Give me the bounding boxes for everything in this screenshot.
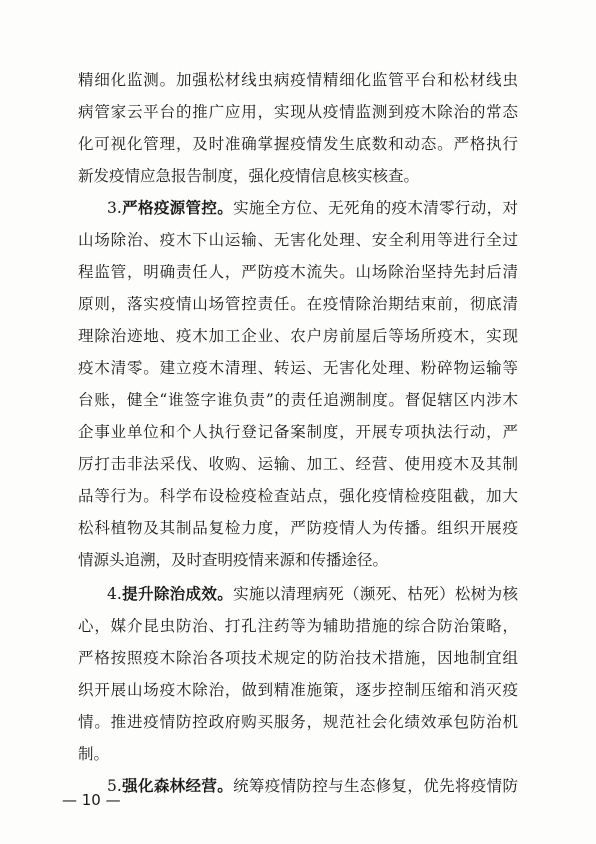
text-line: [78, 518, 518, 538]
text-line: [78, 166, 518, 186]
line-text: 化可视化管理，及时准确掌握疫情发生底数和动态。严格执行: [78, 135, 518, 153]
text-line: [78, 744, 518, 764]
line-text: 病管家云平台的推广应用，实现从疫情监测到疫木除治的常态: [78, 103, 518, 121]
text-line: [78, 358, 518, 378]
text-line: [78, 422, 518, 442]
line-text: 品等行为。科学布设检疫检查站点，强化疫情检疫阻截，加大: [78, 487, 518, 505]
text-line: [78, 486, 518, 506]
text-line: [78, 454, 518, 474]
text-line: [107, 776, 518, 796]
text-line: [78, 262, 518, 282]
text-line: [78, 616, 518, 636]
text-line: [78, 294, 518, 314]
line-text: 心，媒介昆虫防治、打孔注药等为辅助措施的综合防治策略，: [78, 617, 518, 635]
line-text: 理除治迹地、疫木加工企业、农户房前屋后等场所疫木，实现: [78, 327, 518, 345]
text-line: [78, 550, 518, 570]
line-text: 情。推进疫情防控政府购买服务，规范社会化绩效承包防治机: [78, 713, 518, 731]
line-text: 原则，落实疫情山场管控责任。在疫情除治期结束前，彻底清: [78, 295, 518, 313]
text-line: [107, 198, 518, 218]
line-text: 情源头追溯，及时查明疫情来源和传播途径。: [78, 551, 389, 569]
line-text: 制。: [78, 745, 110, 763]
text-line: [107, 584, 518, 604]
section-heading: 严格疫源管控。: [121, 198, 234, 217]
section-number: 4.: [107, 585, 122, 603]
line-text: 厉打击非法采伐、收购、运输、加工、经营、使用疫木及其制: [78, 455, 518, 473]
line-text: 山场除治、疫木下山运输、无害化处理、安全利用等进行全过: [78, 231, 518, 249]
text-line: [78, 70, 518, 90]
line-text: 台账，健全“谁签字谁负责”的责任追溯制度。督促辖区内涉木: [78, 391, 518, 409]
line-text: 松科植物及其制品复检力度，严防疫情人为传播。组织开展疫: [78, 519, 518, 537]
page-number: — 10 —: [62, 791, 121, 809]
line-text: 疫木清零。建立疫木清理、转运、无害化处理、粉碎物运输等: [78, 359, 518, 377]
text-line: [78, 326, 518, 346]
line-text: 程监管，明确责任人，严防疫木流失。山场除治坚持先封后清: [78, 263, 518, 281]
section-heading: 提升除治成效。: [121, 584, 234, 603]
text-line: [78, 230, 518, 250]
line-text: 精细化监测。加强松材线虫病疫情精细化监管平台和松材线虫: [78, 71, 518, 89]
line-text: 实施全方位、无死角的疫木清零行动，对: [233, 199, 518, 217]
line-text: 织开展山场疫木除治，做到精准施策，逐步控制压缩和消灭疫: [78, 681, 518, 699]
text-line: [78, 648, 518, 668]
text-line: [78, 102, 518, 122]
section-heading: 强化森林经营。: [121, 776, 234, 795]
text-line: [78, 680, 518, 700]
text-line: [78, 390, 518, 410]
line-text: 企事业单位和个人执行登记备案制度，开展专项执法行动，严: [78, 423, 518, 441]
text-line: [78, 712, 518, 732]
line-text: 统筹疫情防控与生态修复，优先将疫情防: [233, 777, 518, 795]
line-text: 新发疫情应急报告制度，强化疫情信息核实核查。: [78, 167, 420, 185]
text-line: [78, 134, 518, 154]
section-number: 5.: [107, 777, 122, 795]
line-text: 实施以清理病死（濒死、枯死）松树为核: [233, 585, 518, 603]
section-number: 3.: [107, 199, 122, 217]
line-text: 严格按照疫木除治各项技术规定的防治技术措施，因地制宜组: [78, 649, 518, 667]
